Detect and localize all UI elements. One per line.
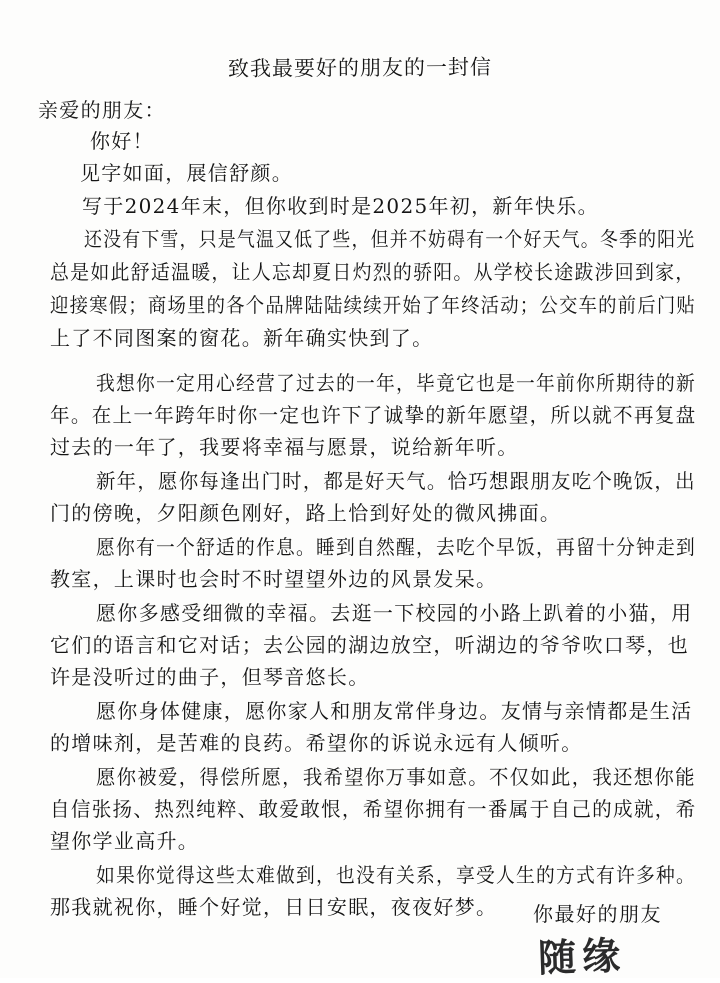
letter-line: 那我就祝你，睡个好觉，日日安眠，夜夜好梦。 [50, 895, 498, 919]
letter-line: 许是没听过的曲子，但琴音悠长。 [50, 665, 370, 689]
letter-line: 过去的一年了，我要将幸福与愿景，说给新年听。 [50, 435, 519, 459]
letter-line: 的增味剂，是苦难的良药。希望你的诉说永远有人倾听。 [50, 731, 583, 755]
letter-line: 新年，愿你每逢出门时，都是好天气。恰巧想跟朋友吃个晚饭，出 [96, 469, 696, 493]
letter-line: 门的傍晚，夕阳颜色刚好，路上恰到好处的微风拂面。 [50, 501, 562, 525]
letter-line: 见字如面，展信舒颜。 [80, 161, 293, 185]
letter-line: 还没有下雪，只是气温又低了些，但并不妨碍有一个好天气。冬季的阳光 [84, 227, 696, 251]
letter-line: 写于2024年末，但你收到时是2025年初，新年快乐。 [82, 194, 599, 218]
letter-line: 上了不同图案的窗花。新年确实快到了。 [50, 326, 434, 350]
letter-line: 教室，上课时也会时不时望望外边的风景发呆。 [50, 567, 498, 591]
letter-line: 总是如此舒适温暖，让人忘却夏日灼烈的骄阳。从学校长途跋涉回到家， [50, 260, 696, 284]
letter-line: 愿你有一个舒适的作息。睡到自然醒，去吃个早饭，再留十分钟走到 [96, 535, 697, 559]
letter-line: 愿你被爱，得偿所愿，我希望你万事如意。不仅如此，我还想你能 [96, 765, 696, 789]
letter-line: 我想你一定用心经营了过去的一年，毕竟它也是一年前你所期待的新 [96, 371, 697, 395]
letter-line: 年。在上一年跨年时你一定也许下了诚挚的新年愿望，所以就不再复盘 [50, 403, 697, 427]
signature: 随缘 [537, 932, 627, 981]
letter-line: 如果你觉得这些太难做到，也没有关系，享受人生的方式有许多种。 [96, 863, 697, 887]
letter-line: 愿你多感受细微的幸福。去逛一下校园的小路上趴着的小猫，用 [96, 601, 693, 625]
letter-title: 致我最要好的朋友的一封信 [227, 55, 493, 81]
letter-line: 自信张扬、热烈纯粹、敢爱敢恨，希望你拥有一番属于自己的成就，希 [50, 797, 697, 821]
letter-line: 迎接寒假；商场里的各个品牌陆陆续续开始了年终活动；公交车的前后门贴 [50, 293, 696, 317]
letter-line: 亲爱的朋友： [38, 98, 166, 122]
letter-line: 它们的语言和它对话；去公园的湖边放空，听湖边的爷爷吹口琴，也 [50, 633, 689, 657]
letter-closing: 你最好的朋友 [533, 902, 662, 926]
letter-line: 你好！ [90, 129, 154, 153]
letter-line: 愿你身体健康，愿你家人和朋友常伴身边。友情与亲情都是生活 [96, 699, 693, 723]
letter-line: 望你学业高升。 [50, 829, 200, 853]
